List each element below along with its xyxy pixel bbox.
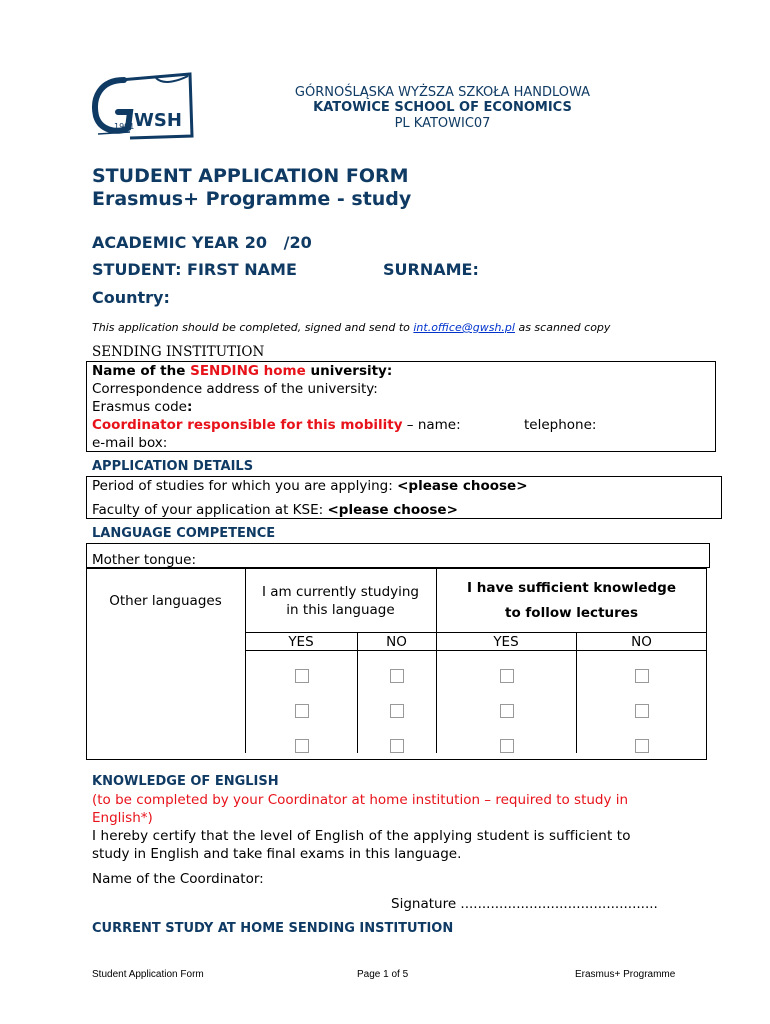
checkbox-studying-yes-1[interactable] bbox=[295, 669, 309, 683]
sending-university-name: Name of the SENDING home university: bbox=[92, 363, 393, 379]
faculty-of-application: Faculty of your application at KSE: <please choose> bbox=[92, 502, 458, 518]
erasmus-code: Erasmus code: bbox=[92, 399, 193, 415]
sufficient-knowledge-header-1: I have sufficient knowledge bbox=[467, 580, 676, 596]
checkbox-studying-no-1[interactable] bbox=[390, 669, 404, 683]
current-study-heading: CURRENT STUDY AT HOME SENDING INSTITUTION bbox=[92, 921, 454, 936]
checkbox-knowledge-yes-1[interactable] bbox=[500, 669, 514, 683]
erasmus-code-header: PL KATOWIC07 bbox=[394, 116, 491, 131]
other-languages-label: Other languages bbox=[109, 593, 222, 609]
checkbox-studying-no-3[interactable] bbox=[390, 739, 404, 753]
coordinator-telephone: telephone: bbox=[524, 417, 597, 433]
faculty-dropdown[interactable]: <please choose> bbox=[327, 502, 458, 518]
no-studying-header: NO bbox=[386, 634, 407, 650]
currently-studying-header-1: I am currently studying bbox=[261, 584, 420, 600]
form-subtitle: Erasmus+ Programme - study bbox=[92, 188, 412, 210]
checkbox-studying-no-2[interactable] bbox=[390, 704, 404, 718]
knowledge-of-english-heading: KNOWLEDGE OF ENGLISH bbox=[92, 774, 279, 789]
yes-knowledge-header: YES bbox=[493, 634, 519, 650]
coordinator-email: e-mail box: bbox=[92, 435, 168, 451]
checkbox-knowledge-no-1[interactable] bbox=[635, 669, 649, 683]
gwsh-logo bbox=[90, 68, 200, 144]
form-title: STUDENT APPLICATION FORM bbox=[92, 165, 409, 187]
footer-right: Erasmus+ Programme bbox=[575, 969, 676, 980]
mother-tongue-label: Mother tongue: bbox=[92, 552, 196, 568]
application-details-heading: APPLICATION DETAILS bbox=[92, 459, 254, 474]
period-of-studies: Period of studies for which you are applying: <please choose> bbox=[92, 478, 528, 494]
academic-year: ACADEMIC YEAR 20 /20 bbox=[92, 233, 312, 252]
checkbox-knowledge-yes-2[interactable] bbox=[500, 704, 514, 718]
period-dropdown[interactable]: <please choose> bbox=[397, 478, 528, 494]
currently-studying-header-2: in this language bbox=[286, 602, 395, 618]
checkbox-knowledge-no-3[interactable] bbox=[635, 739, 649, 753]
student-first-name-label: STUDENT: FIRST NAME bbox=[92, 260, 297, 279]
school-name-polish: GÓRNOŚLĄSKA WYŻSZA SZKOŁA HANDLOWA bbox=[294, 85, 591, 100]
checkbox-knowledge-yes-3[interactable] bbox=[500, 739, 514, 753]
footer-page-number: Page 1 of 5 bbox=[357, 969, 409, 980]
footer-left: Student Application Form bbox=[92, 969, 204, 980]
sufficient-knowledge-header-2: to follow lectures bbox=[505, 605, 638, 621]
english-note-line1: (to be completed by your Coordinator at home institution – required to study in bbox=[92, 792, 629, 808]
english-note-line2: English*) bbox=[92, 810, 153, 826]
coordinator-name-label: Name of the Coordinator: bbox=[92, 871, 264, 887]
checkbox-studying-yes-3[interactable] bbox=[295, 739, 309, 753]
checkbox-studying-yes-2[interactable] bbox=[295, 704, 309, 718]
certify-line1: I hereby certify that the level of English of the applying student is sufficient to bbox=[92, 828, 631, 844]
school-name-english: KATOWICE SCHOOL OF ECONOMICS bbox=[313, 100, 572, 115]
no-knowledge-header: NO bbox=[631, 634, 652, 650]
sending-institution-heading: SENDING INSTITUTION bbox=[92, 344, 265, 360]
country-label: Country: bbox=[92, 288, 170, 307]
instruction-text: This application should be completed, signed and send to int.office@gwsh.pl as scanned copy bbox=[92, 321, 611, 334]
logo-wordmark: WSH bbox=[134, 110, 182, 131]
certify-line2: study in English and take final exams in this language. bbox=[92, 846, 462, 862]
surname-label: SURNAME: bbox=[383, 260, 479, 279]
language-competence-heading: LANGUAGE COMPETENCE bbox=[92, 526, 276, 541]
coordinator-name: Coordinator responsible for this mobility – name: bbox=[92, 417, 461, 433]
yes-studying-header: YES bbox=[288, 634, 314, 650]
correspondence-address: Correspondence address of the university: bbox=[92, 381, 378, 397]
signature-line: Signature .............................................. bbox=[391, 896, 658, 912]
office-email-link[interactable]: int.office@gwsh.pl bbox=[413, 321, 515, 334]
checkbox-knowledge-no-2[interactable] bbox=[635, 704, 649, 718]
logo-year: 1991 bbox=[114, 122, 135, 131]
